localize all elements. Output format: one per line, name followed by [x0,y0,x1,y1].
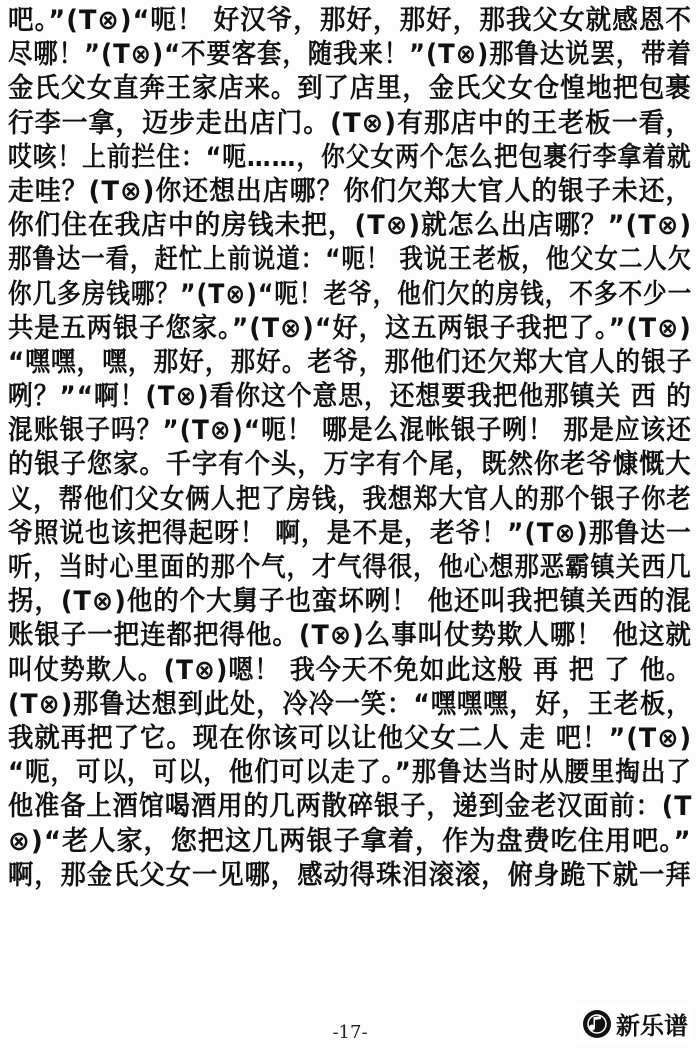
text-line: “嘿嘿，嘿，那好，那好。老爷，那他们还欠郑大官人的银子 [8,346,692,378]
watermark-text: 新乐谱 [616,1012,688,1040]
text-line: 啊，那金氏父女一见哪，感动得珠泪滚滚，俯身跪下就一拜 [8,859,692,891]
text-line: “呃，可以，可以，他们可以走了。”那鲁达当时从腰里掏出了 [8,757,692,789]
text-line: 吧。”(T⊗)“呃！ 好汉爷，那好，那好，那我父女就感恩不 [8,5,692,36]
text-line: 义，帮他们父女俩人把了房钱，我想郑大官人的那个银子你老 [8,483,692,515]
text-line: 叫仗势欺人。(T⊗)嗯！ 我今天不免如此这般 再 把 了 他。 [8,654,692,686]
text-line: 哎咳！上前拦住：“呃……，你父女两个怎么把包裹行李拿着就 [8,141,692,173]
text-line: 咧？”“啊！(T⊗)看你这个意思，还想要我把他那镇关 西 的 [8,381,692,413]
text-line: 的银子您家。千字有个头，万字有个尾，既然你老爷慷慨大 [8,449,692,481]
text-line: 爷照说也该把得起呀！ 啊，是不是，老爷！”(T⊗)那鲁达一 [8,517,692,549]
text-line: (T⊗)那鲁达想到此处，冷冷一笑：“嘿嘿嘿，好，王老板， [8,688,692,720]
body-text [8,4,698,893]
text-line: 尽哪！”(T⊗)“不要客套，随我来！”(T⊗)那鲁达说罢，带着 [8,39,692,71]
text-line: ⊗)“老人家，您把这几两银子拿着，作为盘费吃住用吧。” [8,825,692,857]
music-disc-icon [582,1009,612,1039]
text-line: 拐，(T⊗)他的个大舅子也蛮坏咧！ 他还叫我把镇关西的混 [8,586,692,618]
watermark-logo [578,1004,692,1043]
text-line: 走哇？(T⊗)你还想出店哪？你们欠郑大官人的银子未还， [8,175,692,207]
text-line: 金氏父女直奔王家店来。到了店里，金氏父女仓惶地把包裹 [8,73,692,105]
text-line: 听，当时心里面的那个气，才气得很，他心想那恶霸镇关西几 [8,552,692,583]
text-line: 共是五两银子您家。”(T⊗)“好，这五两银子我把了。”(T⊗) [8,312,692,344]
page-number: -17- [332,1022,368,1043]
text-line: 行李一拿，迈步走出店门。(T⊗)有那店中的王老板一看， [8,107,692,139]
text-line: 我就再把了它。现在你该可以让他父女二人 走 吧！”(T⊗) [8,722,692,754]
text-line: 混账银子吗？”(T⊗)“呃！ 哪是么混帐银子咧！ 那是应该还 [8,415,692,447]
text-line: 你们住在我店中的房钱未把，(T⊗)就怎么出店哪？”(T⊗) [8,210,692,242]
text-line: 他准备上酒馆喝酒用的几两散碎银子，递到金老汉面前：(T [8,791,692,823]
text-line: 你几多房钱哪？”(T⊗)“呃！老爷，他们欠的房钱，不多不少一 [8,278,692,310]
text-line: 账银子一把连都把得他。(T⊗)么事叫仗势欺人哪！ 他这就 [8,620,692,652]
text-line: 那鲁达一看，赶忙上前说道：“呃！ 我说王老板，他父女二人欠 [8,244,692,276]
